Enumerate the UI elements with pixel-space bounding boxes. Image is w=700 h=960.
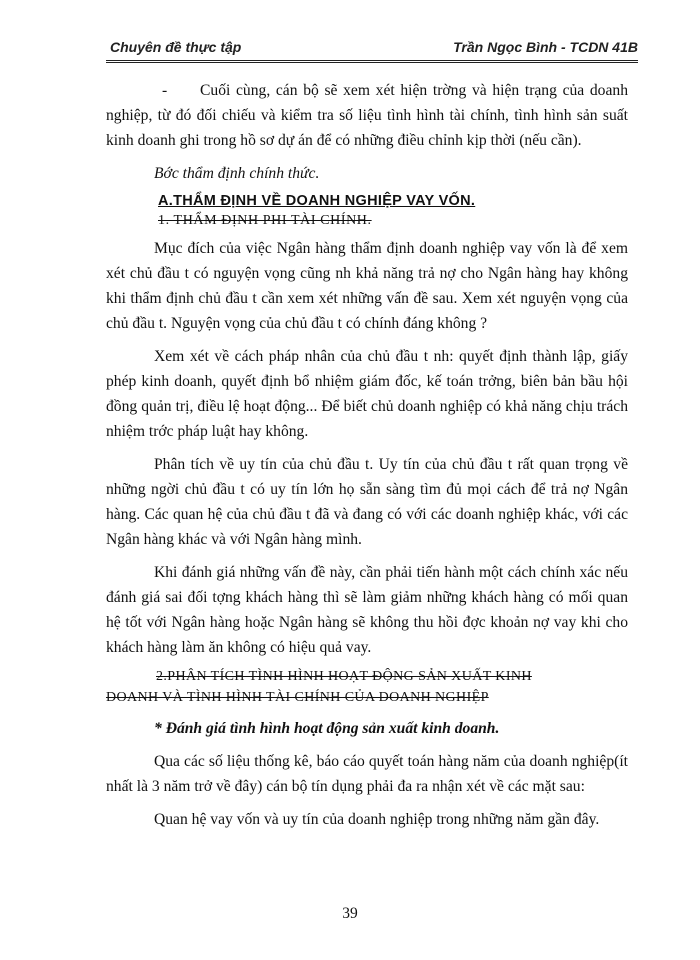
section-2-heading-line2: DOANH VÀ TÌNH HÌNH TÀI CHÍNH CỦA DOANH NGHIỆP <box>106 690 489 705</box>
section-a-heading: A.THẨM ĐỊNH VỀ DOANH NGHIỆP VAY VỐN. <box>158 193 476 209</box>
paragraph-final-review-text: Cuối cùng, cán bộ sẽ xem xét hiện trờng và hiện trạng của doanh nghiệp, từ đó đối chiếu và kiểm tra số liệu tình hình tài chính, tình hình sản suất kinh doanh ghi trong hồ sơ dự án để có những điều chỉnh kịp thời (nếu cần). <box>106 82 628 149</box>
header-author: Trần Ngọc Bình - TCDN 41B <box>453 39 638 55</box>
paragraph-legal-status: Xem xét về cách pháp nhân của chủ đầu t nh: quyết định thành lập, giấy phép kinh doanh, quyết định bổ nhiệm giám đốc, kế toán trởng, biên bản bầu hội đồng quản trị, điều lệ hoạt động... Để biết chủ doanh nghiệp có khả năng chịu trách nhiệm trớc pháp luật hay không. <box>106 348 628 440</box>
dash-bullet: - <box>162 82 168 99</box>
paragraph-loan-relations: Quan hệ vay vốn và uy tín của doanh nghiệp trong những năm gần đây. <box>154 811 600 828</box>
document-body <box>106 78 628 832</box>
section-2-heading <box>106 666 628 708</box>
paragraph-evaluation: Khi đánh giá những vấn đề này, cần phải tiến hành một cách chính xác nếu đánh giá sai đối tợng khách hàng thì sẽ làm giảm những khách hàng có mối quan hệ tốt với Ngân hàng hoặc Ngân hàng sẽ không thu hồi đợc khoản nợ vay khi cho khách hàng làm ăn không có hiệu quả vay. <box>106 564 628 656</box>
page-number: 39 <box>342 905 358 922</box>
paragraph-purpose: Mục đích của việc Ngân hàng thẩm định doanh nghiệp vay vốn là để xem xét chủ đầu t có nguyện vọng cũng nh khả năng trả nợ cho Ngân hàng hay không khi thẩm định chủ đầu t cần xem xét những vấn đề sau. Xem xét nguyện vọng của chủ đầu t. Nguyện vọng của chủ đầu t có chính đáng không ? <box>106 240 628 332</box>
paragraph-reputation: Phân tích về uy tín của chủ đầu t. Uy tín của chủ đầu t rất quan trọng về những ngời chủ đầu t có uy tín lớn họ sẵn sàng tìm đủ mọi cách để trả nợ Ngân hàng. Các quan hệ của chủ đầu t đã và đang có với các doanh nghiệp khác, với các Ngân hàng khác và với Ngân hàng mình. <box>106 456 628 548</box>
paragraph-statistics: Qua các số liệu thống kê, báo cáo quyết toán hàng năm của doanh nghiệp(ít nhất là 3 năm trở về đây) cán bộ tín dụng phải đa ra nhận xét về các mặt sau: <box>106 753 628 795</box>
evaluation-subheading: * Đánh giá tình hình hoạt động sản xuất kinh doanh. <box>154 720 500 737</box>
section-2-heading-line1: 2.PHÂN TÍCH TÌNH HÌNH HOẠT ĐỘNG SẢN XUẤT KINH <box>156 669 532 684</box>
paragraph-final-review <box>106 78 628 153</box>
step-heading: Bớc thẩm định chính thức. <box>154 165 320 182</box>
page-header <box>106 34 638 63</box>
header-left-title: Chuyên đề thực tập <box>110 39 242 55</box>
section-1-heading: 1. THẨM ĐỊNH PHI TÀI CHÍNH. <box>158 213 372 228</box>
